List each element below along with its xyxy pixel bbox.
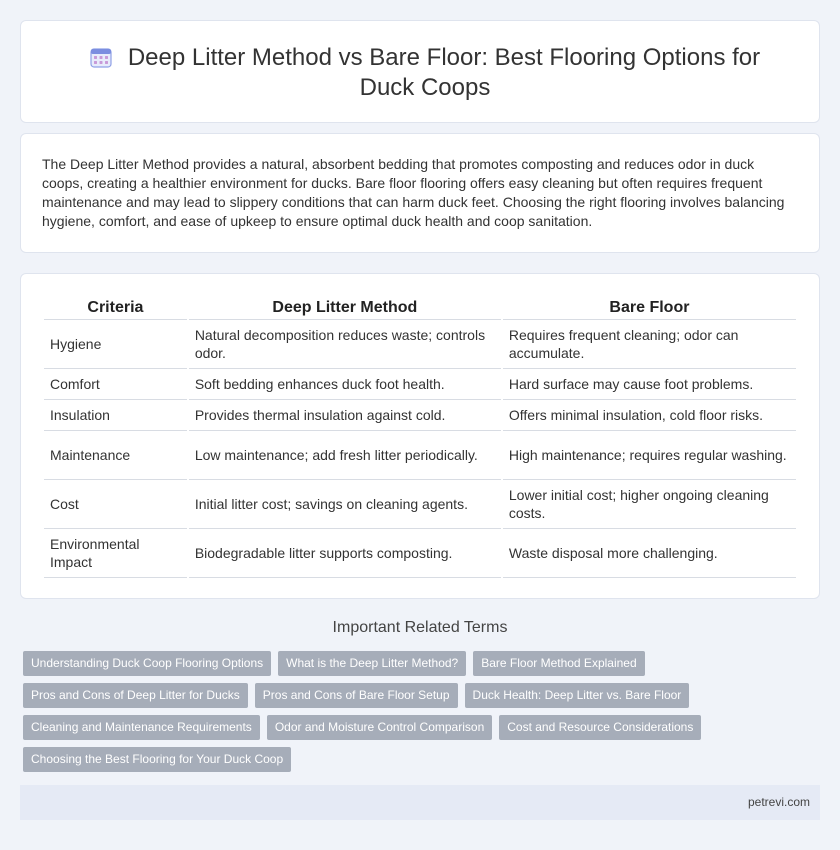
- cell-criteria: Environmental Impact: [44, 529, 187, 578]
- related-term-tag[interactable]: Choosing the Best Flooring for Your Duck Coop: [23, 747, 291, 772]
- footer-site-link[interactable]: petrevi.com: [747, 795, 810, 809]
- cell-bare-floor: High maintenance; requires regular washing.: [503, 431, 796, 480]
- related-term-tag[interactable]: Duck Health: Deep Litter vs. Bare Floor: [465, 683, 690, 708]
- cell-criteria: Comfort: [44, 369, 187, 400]
- page-title: [61, 43, 789, 103]
- cell-criteria: Insulation: [44, 400, 187, 431]
- tag-row: [23, 715, 723, 747]
- cell-deep-litter: Provides thermal insulation against cold.: [189, 400, 501, 431]
- footer: [20, 785, 820, 820]
- cell-bare-floor: Offers minimal insulation, cold floor risks.: [503, 400, 796, 431]
- cell-bare-floor: Lower initial cost; higher ongoing cleaning costs.: [503, 480, 796, 529]
- table-row: [44, 400, 796, 431]
- cell-bare-floor: Hard surface may cause foot problems.: [503, 369, 796, 400]
- table-row: [44, 369, 796, 400]
- tag-row: [23, 747, 723, 779]
- cell-deep-litter: Biodegradable litter supports composting.: [189, 529, 501, 578]
- intro-card: [20, 133, 820, 253]
- title-card: [20, 20, 820, 123]
- cell-bare-floor: Requires frequent cleaning; odor can accumulate.: [503, 320, 796, 369]
- table-row: [44, 529, 796, 578]
- header-deep-litter: Deep Litter Method: [189, 296, 501, 320]
- related-term-tag[interactable]: Bare Floor Method Explained: [473, 651, 644, 676]
- related-term-tag[interactable]: Odor and Moisture Control Comparison: [267, 715, 492, 740]
- header-bare-floor: Bare Floor: [503, 296, 796, 320]
- related-term-tag[interactable]: What is the Deep Litter Method?: [278, 651, 466, 676]
- calendar-grid-icon: [90, 46, 112, 68]
- tag-row: [23, 651, 723, 683]
- cell-deep-litter: Soft bedding enhances duck foot health.: [189, 369, 501, 400]
- table-row: [44, 480, 796, 529]
- related-terms-list: [23, 651, 723, 779]
- cell-deep-litter: Low maintenance; add fresh litter periodically.: [189, 431, 501, 480]
- tag-row: [23, 683, 723, 715]
- related-term-tag[interactable]: Cost and Resource Considerations: [499, 715, 701, 740]
- comparison-table-card: [20, 273, 820, 599]
- cell-criteria: Hygiene: [44, 320, 187, 369]
- table-row: [44, 431, 796, 480]
- cell-criteria: Maintenance: [44, 431, 187, 480]
- related-term-tag[interactable]: Pros and Cons of Bare Floor Setup: [255, 683, 458, 708]
- related-term-tag[interactable]: Pros and Cons of Deep Litter for Ducks: [23, 683, 248, 708]
- related-term-tag[interactable]: Cleaning and Maintenance Requirements: [23, 715, 260, 740]
- cell-deep-litter: Initial litter cost; savings on cleaning agents.: [189, 480, 501, 529]
- comparison-table: [42, 296, 798, 578]
- cell-deep-litter: Natural decomposition reduces waste; controls odor.: [189, 320, 501, 369]
- intro-paragraph: The Deep Litter Method provides a natural, absorbent bedding that promotes composting and reduces odor in duck coops, creating a healthier environment for ducks. Bare floor flooring offers easy cleaning but often requires frequent maintenance and may lead to slippery conditions that can harm duck feet. Choosing the right flooring involves balancing hygiene, comfort, and ease of upkeep to ensure optimal duck health and coop sanitation.: [42, 156, 785, 229]
- related-terms-heading: Important Related Terms: [332, 619, 508, 636]
- cell-bare-floor: Waste disposal more challenging.: [503, 529, 796, 578]
- table-row: [44, 320, 796, 369]
- table-header-row: [44, 296, 796, 320]
- page-title-text: Deep Litter Method vs Bare Floor: Best Flooring Options for Duck Coops: [127, 44, 761, 101]
- cell-criteria: Cost: [44, 480, 187, 529]
- related-term-tag[interactable]: Understanding Duck Coop Flooring Options: [23, 651, 271, 676]
- header-criteria: Criteria: [44, 296, 187, 320]
